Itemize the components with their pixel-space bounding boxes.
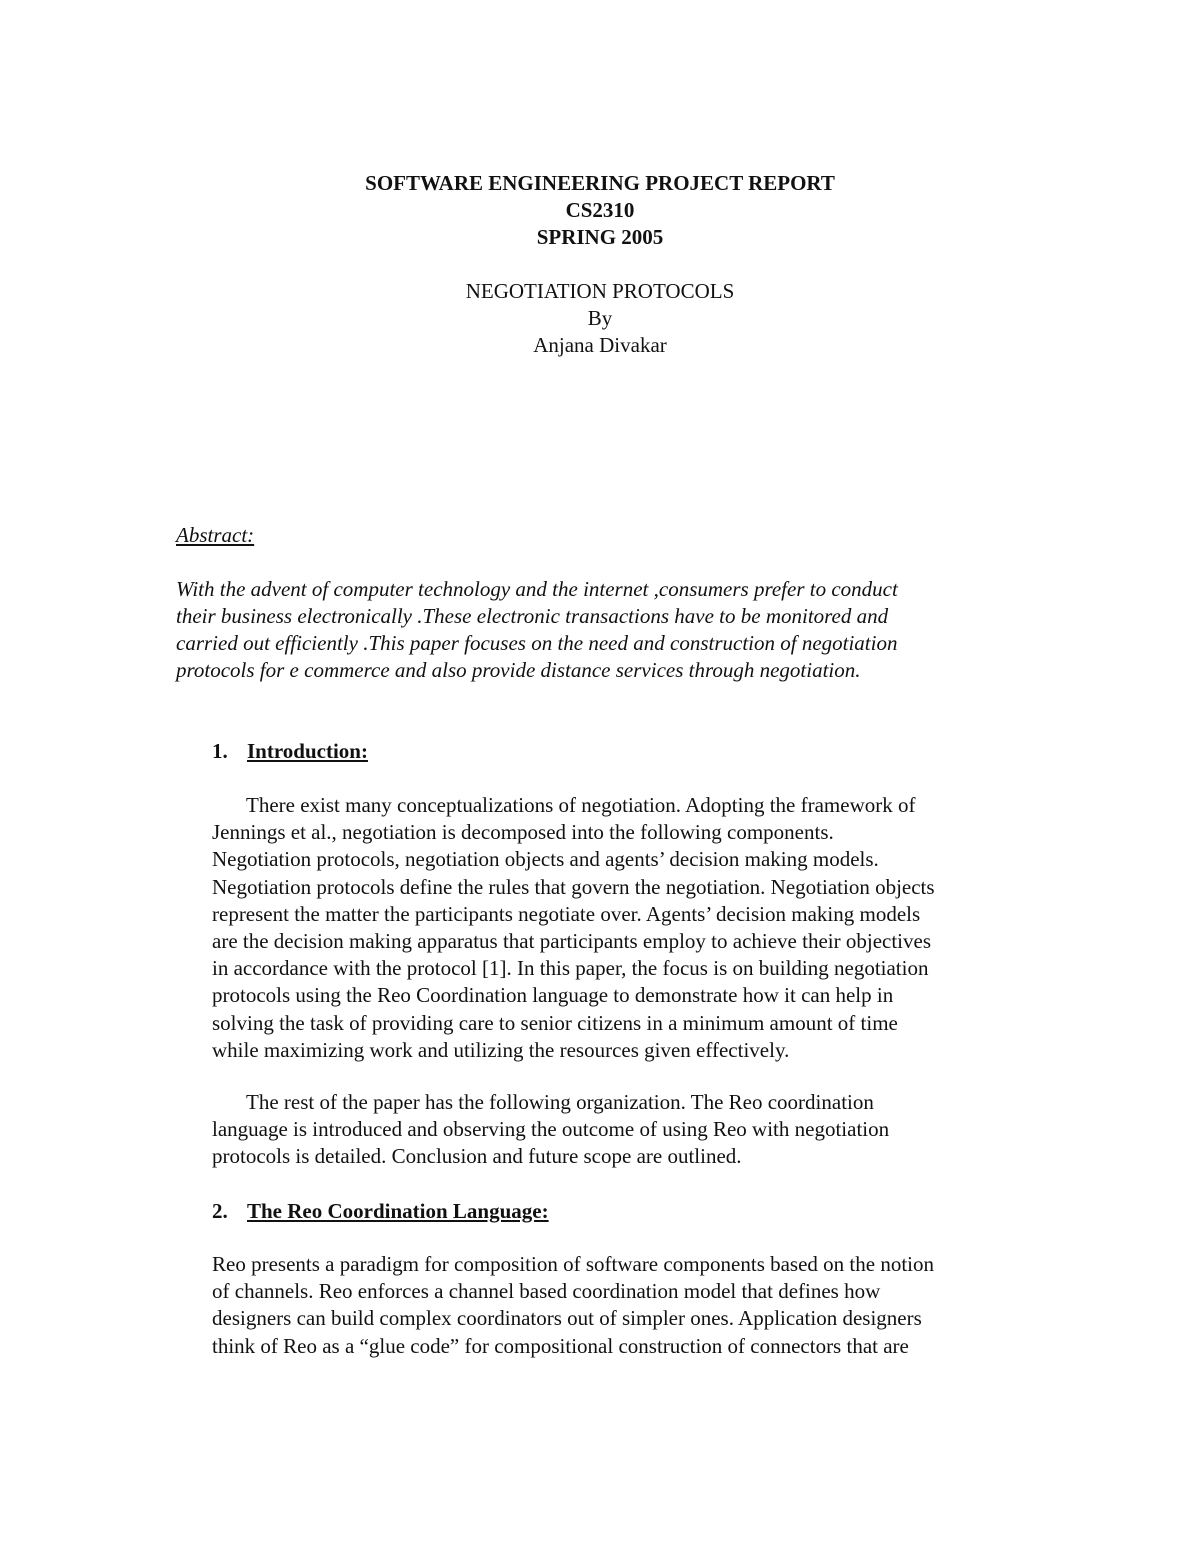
byline-by: By — [587, 306, 613, 330]
abstract — [176, 522, 1036, 684]
abstract-line: their business electronically .These electronic transactions have to be monitored and — [176, 604, 889, 628]
abstract-line: With the advent of computer technology and the internet ,consumers prefer to conduct — [176, 577, 898, 601]
paragraph-line: think of Reo as a “glue code” for compositional construction of connectors that are — [212, 1333, 909, 1358]
introduction-paragraph-1 — [212, 792, 1042, 1064]
section-title: The Reo Coordination Language: — [247, 1199, 549, 1223]
paragraph-line: protocols is detailed. Conclusion and future scope are outlined. — [212, 1144, 742, 1169]
abstract-line: protocols for e commerce and also provide distance services through negotiation. — [176, 658, 861, 682]
section-heading-introduction — [212, 738, 368, 765]
paragraph-line: while maximizing work and utilizing the resources given effectively. — [212, 1037, 790, 1062]
author-name: Anjana Divakar — [533, 333, 667, 357]
section-heading-reo — [212, 1198, 549, 1225]
paragraph-line: language is introduced and observing the outcome of using Reo with negotiation — [212, 1117, 890, 1142]
paragraph-line: in accordance with the protocol [1]. In this paper, the focus is on building negotiation — [212, 956, 929, 981]
title-block — [0, 170, 1200, 359]
paragraph-line: are the decision making apparatus that participants employ to achieve their objectives — [212, 929, 931, 954]
paper-title: NEGOTIATION PROTOCOLS — [465, 279, 735, 303]
paragraph-line: There exist many conceptualizations of negotiation. Adopting the framework of — [246, 793, 916, 817]
paragraph-line: Negotiation protocols, negotiation objects and agents’ decision making models. — [212, 847, 879, 872]
course-code: CS2310 — [565, 198, 635, 222]
paragraph-line: Negotiation protocols define the rules that govern the negotiation. Negotiation objects — [212, 874, 935, 899]
section-number: 1. — [212, 739, 228, 763]
abstract-line: carried out efficiently .This paper focuses on the need and construction of negotiation — [176, 631, 898, 655]
paragraph-line: The rest of the paper has the following organization. The Reo coordination — [246, 1090, 874, 1114]
paragraph-line: protocols using the Reo Coordination language to demonstrate how it can help in — [212, 983, 894, 1008]
paragraph-line: of channels. Reo enforces a channel based coordination model that defines how — [212, 1279, 881, 1304]
paragraph-line: represent the matter the participants negotiate over. Agents’ decision making models — [212, 901, 921, 926]
paragraph-line: designers can build complex coordinators out of simpler ones. Application designers — [212, 1306, 922, 1331]
section-number: 2. — [212, 1199, 228, 1223]
report-title: SOFTWARE ENGINEERING PROJECT REPORT — [365, 171, 835, 195]
section-title: Introduction: — [247, 739, 368, 763]
abstract-label: Abstract: — [176, 523, 255, 547]
paragraph-line: Jennings et al., negotiation is decomposed into the following components. — [212, 820, 834, 845]
paragraph-line: solving the task of providing care to senior citizens in a minimum amount of time — [212, 1010, 898, 1035]
paragraph-line: Reo presents a paradigm for composition of software components based on the notion — [212, 1252, 934, 1276]
term: SPRING 2005 — [536, 225, 664, 249]
reo-paragraph-1 — [212, 1251, 1042, 1360]
introduction-paragraph-2 — [212, 1089, 1042, 1171]
